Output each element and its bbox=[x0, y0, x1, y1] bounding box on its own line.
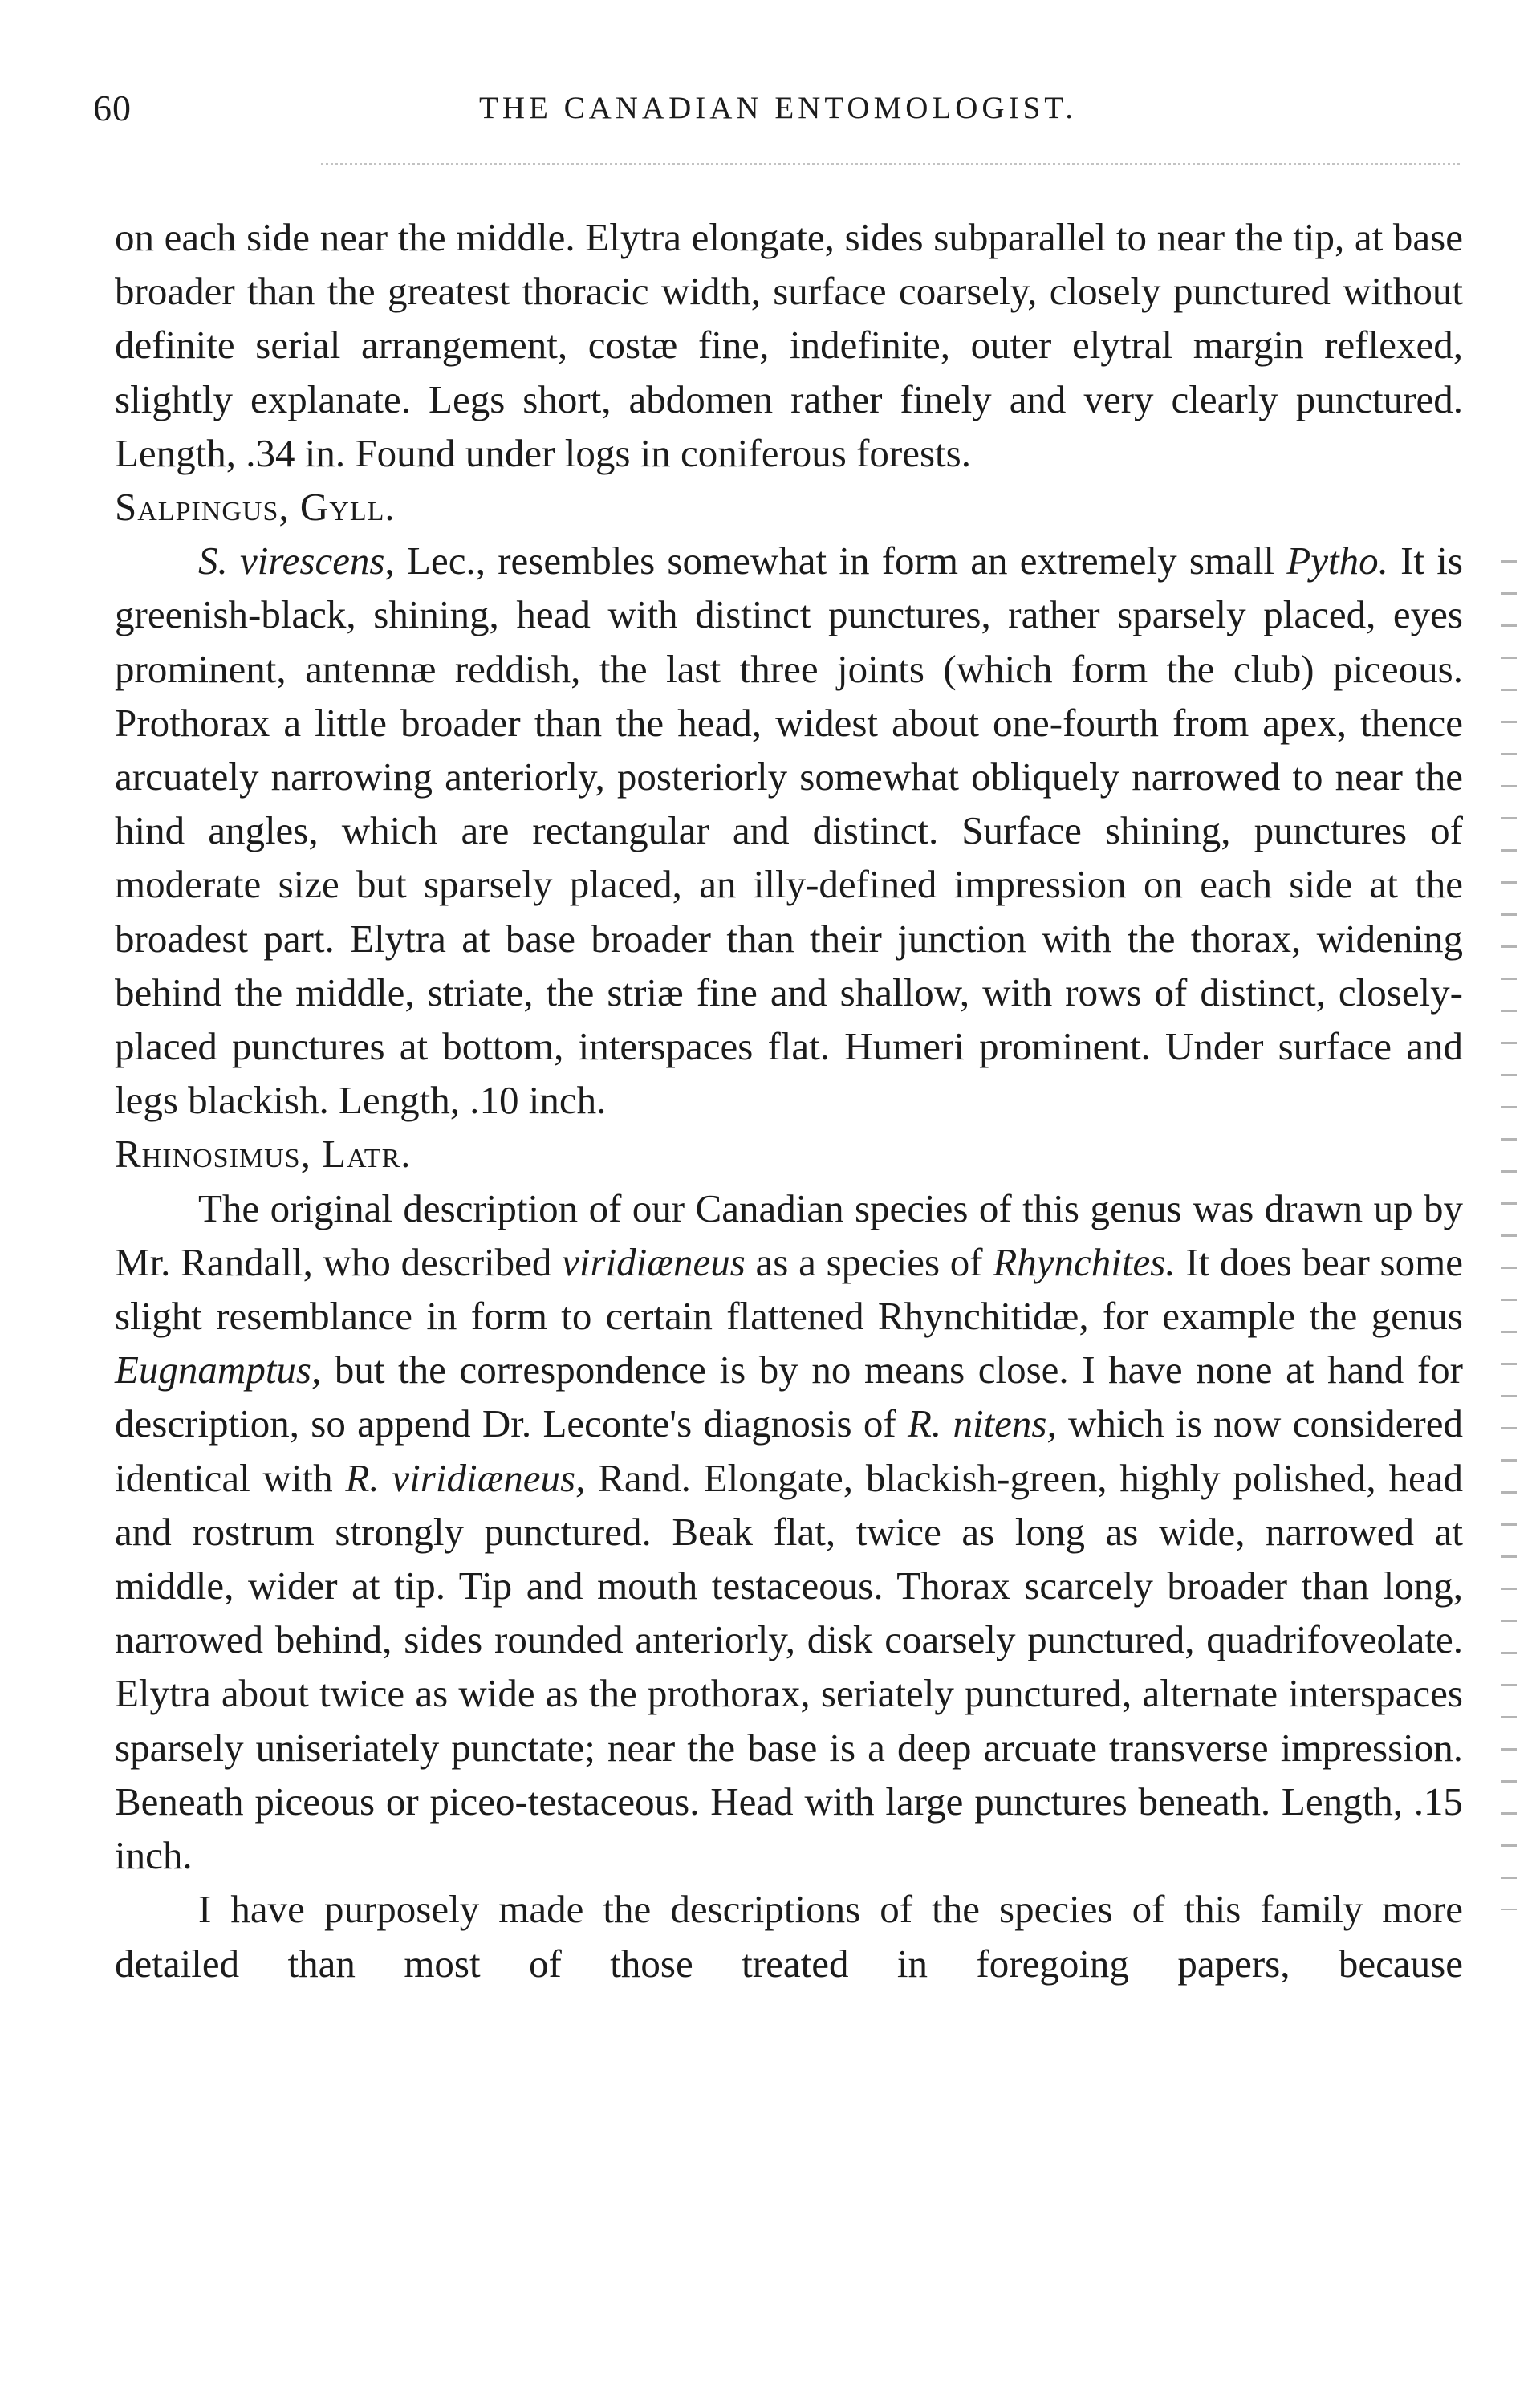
genus-heading-rhinosimus: Rhinosimus, Latr. bbox=[115, 1132, 412, 1177]
genus-name: Pytho. bbox=[1286, 539, 1388, 584]
species-name: viridiæneus bbox=[562, 1239, 746, 1284]
genus-name: Rhynchites. bbox=[993, 1239, 1176, 1284]
paragraph-rhinosimus: The original description of our Canadian species of this genus was drawn up by Mr. Randall, who described viridiæneus as a species of Rhynchites. It does bear some slight resemblance in form to certain flattened Rhynchitidæ, for example the genus Eugnamptus, but the correspondence is by no means close. I have none at hand for description, so append Dr. Leconte's diagnosis of R. nitens, which is now considered identical with R. viridiæneus, Rand. Elongate, blackish-green, highly polished, head and rostrum strongly punctured. Beak flat, twice as long as wide, narrowed at middle, wider at tip. Tip and mouth testaceous. Thorax scarcely broader than long, narrowed behind, sides rounded anteriorly, disk coarsely punctured, quadrifoveolate. Elytra about twice as wide as the prothorax, seriately punctured, alternate interspaces sparsely uniseriately punctate; near the base is a deep arcuate transverse impression. Beneath piceous or piceo-testaceous. Head with large punctures beneath. Length, .15 inch. bbox=[115, 1185, 1463, 1878]
genus-name: Eugnamptus, bbox=[115, 1348, 322, 1393]
running-title: THE CANADIAN ENTOMOLOGIST. bbox=[479, 91, 1077, 125]
page-number: 60 bbox=[93, 87, 132, 128]
scan-margin-noise bbox=[1501, 546, 1517, 1910]
species-name: R. viridiæneus, bbox=[345, 1455, 586, 1500]
species-name: S. virescens bbox=[198, 539, 385, 584]
page-body bbox=[115, 210, 1463, 1990]
scan-noise-rule bbox=[321, 163, 1460, 170]
genus-heading-salpingus: Salpingus, Gyll. bbox=[115, 485, 396, 530]
paragraph-closing: I have purposely made the descriptions of the species of this family more detailed than most of those treated in foregoing papers, because bbox=[115, 1887, 1463, 1986]
paragraph-salpingus: S. virescens, Lec., resembles somewhat in form an extremely small Pytho. It is greenish-black, shining, head with distinct punctures, rather sparsely placed, eyes prominent, antennæ reddish, the last three joints (which form the club) piceous. Prothorax a little broader than the head, widest about one-fourth from apex, thence arcuately narrowing anteriorly, posteriorly somewhat obliquely narrowed to near the hind angles, which are rectangular and distinct. Surface shining, punctures of moderate size but sparsely placed, an illy-defined impression on each side at the broadest part. Elytra at base broader than their junction with the thorax, widening behind the middle, striate, the striæ fine and shallow, with rows of distinct, closely-placed punctures at bottom, interspaces flat. Humeri prominent. Under surface and legs blackish. Length, .10 inch. bbox=[115, 539, 1463, 1123]
paragraph-continued: on each side near the middle. Elytra elongate, sides subparallel to near the tip, at base broader than the greatest thoracic width, surface coarsely, closely punctured without definite serial arrangement, costæ fine, indefinite, outer elytral margin reflexed, slightly explanate. Legs short, abdomen rather finely and very clearly punctured. Length, .34 in. Found under logs in coniferous forests. bbox=[115, 215, 1463, 475]
species-name: R. nitens, bbox=[907, 1401, 1057, 1446]
page-header bbox=[93, 87, 1463, 135]
